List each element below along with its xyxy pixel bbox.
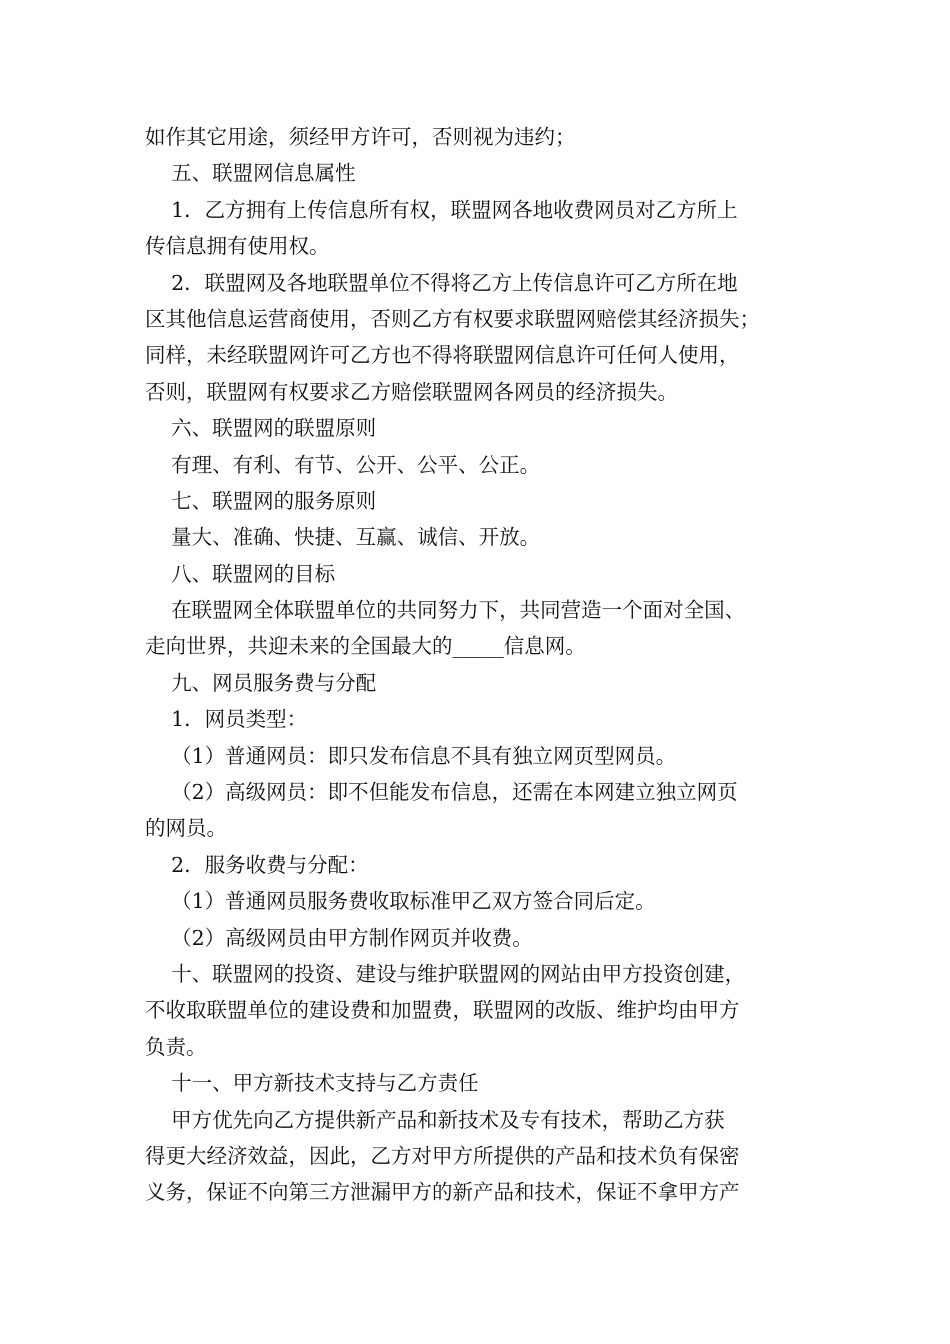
text-line: （1）普通网员：即只发布信息不具有独立网页型网员。 <box>145 743 677 768</box>
text-line: （2）高级网员由甲方制作网页并收费。 <box>145 925 533 950</box>
section-heading: 五、联盟网信息属性 <box>145 161 356 186</box>
section-heading: 六、联盟网的联盟原则 <box>145 416 377 441</box>
text-line: 在联盟网全体联盟单位的共同努力下，共同营造一个面对全国、 <box>145 598 746 623</box>
text-line: 得更大经济效益，因此，乙方对甲方所提供的产品和技术负有保密 <box>145 1143 740 1168</box>
text-line: 甲方优先向乙方提供新产品和新技术及专有技术，帮助乙方获 <box>145 1107 725 1132</box>
text-line: 负责。 <box>145 1034 207 1059</box>
text-line: 的网员。 <box>145 816 227 841</box>
text-line: 2．服务收费与分配： <box>145 852 369 877</box>
text-line: 传信息拥有使用权。 <box>145 234 330 259</box>
text-line: 量大、准确、快捷、互赢、诚信、开放。 <box>145 525 541 550</box>
section-heading: 九、网员服务费与分配 <box>145 670 377 695</box>
text-line: 义务，保证不向第三方泄漏甲方的新产品和技术，保证不拿甲方产 <box>145 1180 740 1205</box>
section-heading: 七、联盟网的服务原则 <box>145 488 377 513</box>
text-line: 有理、有利、有节、公开、公平、公正。 <box>145 452 541 477</box>
text-line: 1．乙方拥有上传信息所有权，联盟网各地收费网员对乙方所上 <box>145 197 738 222</box>
text-line: 走向世界，共迎未来的全国最大的_____信息网。 <box>145 634 586 659</box>
text-line: 不收取联盟单位的建设费和加盟费，联盟网的改版、维护均由甲方 <box>145 998 740 1023</box>
section-heading: 八、联盟网的目标 <box>145 561 336 586</box>
document-body <box>145 119 815 1211</box>
text-line: （2）高级网员：即不但能发布信息，还需在本网建立独立网页 <box>145 780 738 805</box>
text-line: （1）普通网员服务费收取标准甲乙双方签合同后定。 <box>145 889 656 914</box>
section-heading: 十、联盟网的投资、建设与维护联盟网的网站由甲方投资创建， <box>145 961 746 986</box>
text-line: 2．联盟网及各地联盟单位不得将乙方上传信息许可乙方所在地 <box>145 270 738 295</box>
text-line: 如作其它用途，须经甲方许可，否则视为违约； <box>145 125 576 149</box>
text-line: 否则，联盟网有权要求乙方赔偿联盟网各网员的经济损失。 <box>145 379 678 404</box>
section-heading: 十一、甲方新技术支持与乙方责任 <box>145 1071 479 1096</box>
text-line: 1．网员类型： <box>145 707 308 732</box>
text-line: 区其他信息运营商使用，否则乙方有权要求联盟网赔偿其经济损失； <box>145 306 760 331</box>
text-line: 同样，未经联盟网许可乙方也不得将联盟网信息许可任何人使用， <box>145 343 740 368</box>
